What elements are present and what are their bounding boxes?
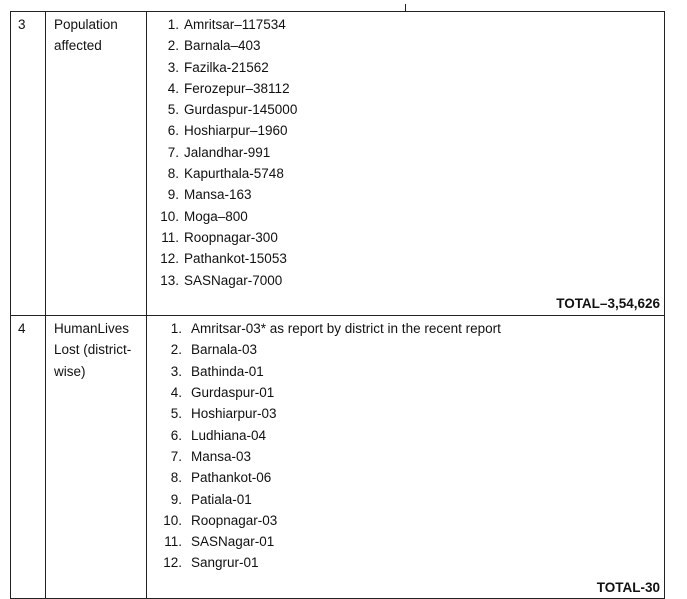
list-item: 10. Moga–800 — [160, 208, 248, 224]
row-parameter: HumanLives Lost (district- wise) — [46, 316, 147, 599]
list-item: 4. Gurdaspur-01 — [170, 385, 275, 401]
list-item: 12. Pathankot-15053 — [160, 251, 287, 267]
row-details — [147, 12, 665, 316]
list-item: 2. Barnala-03 — [170, 342, 258, 358]
list-item: 12. Sangrur-01 — [163, 555, 259, 571]
list-item: 11. Roopnagar-300 — [161, 229, 278, 245]
list-item: 9. Mansa-163 — [167, 187, 252, 203]
population-total: TOTAL–3,54,626 — [556, 295, 660, 311]
list-item: 1. Amritsar-03* as report by district in the recent report — [170, 321, 501, 337]
list-item: 4. Ferozepur–38112 — [167, 80, 290, 96]
row-number: 4 — [11, 316, 46, 599]
flood-report-table — [10, 11, 665, 599]
row-parameter: Population affected — [46, 12, 147, 316]
lives-list — [147, 318, 660, 574]
list-item: 5. Hoshiarpur-03 — [170, 406, 277, 422]
row-number: 3 — [11, 12, 46, 316]
list-item: 8. Pathankot-06 — [170, 470, 272, 486]
list-item: 11. SASNagar-01 — [164, 534, 275, 550]
list-item: 13. SASNagar-7000 — [160, 272, 283, 288]
table-row-population — [11, 12, 665, 316]
list-item: 6. Ludhiana-04 — [170, 427, 267, 443]
population-list — [147, 14, 660, 291]
table-row-lives — [11, 316, 665, 599]
list-item: 3. Fazilka-21562 — [167, 59, 269, 75]
list-item: 2. Barnala–403 — [167, 38, 261, 54]
list-item: 8. Kapurthala-5748 — [167, 166, 284, 182]
list-item: 5. Gurdaspur-145000 — [167, 102, 298, 118]
lives-total: TOTAL-30 — [596, 579, 660, 595]
list-item: 7. Mansa-03 — [170, 448, 252, 464]
list-item: 1. Amritsar–117534 — [167, 17, 286, 32]
list-item: 7. Jalandhar-991 — [167, 144, 271, 160]
list-item: 10. Roopnagar-03 — [163, 512, 278, 528]
list-item: 6. Hoshiarpur–1960 — [167, 123, 288, 139]
list-item: 9. Patiala-01 — [170, 491, 252, 507]
row-details — [147, 316, 665, 599]
list-item: 3. Bathinda-01 — [170, 363, 264, 379]
